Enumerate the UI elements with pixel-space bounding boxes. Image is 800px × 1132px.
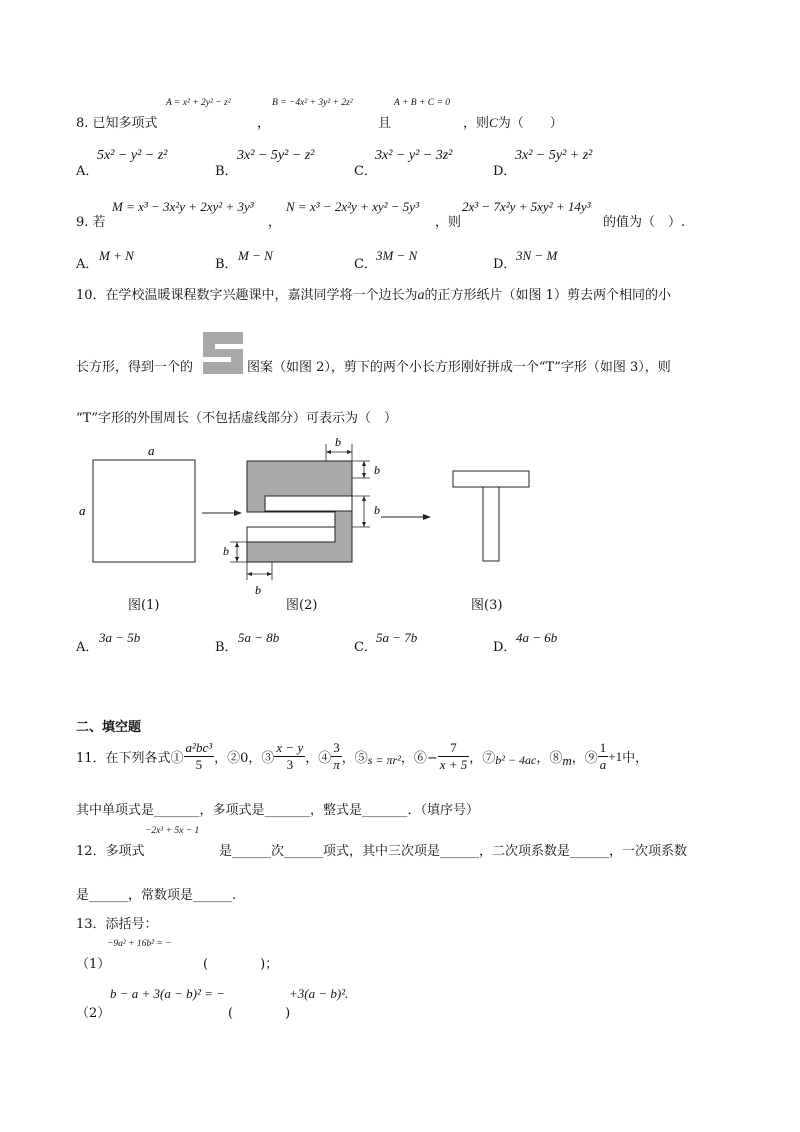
q8-option-a-expr: 5x² − y² − z² — [97, 148, 168, 163]
q9-option-d-expr: 3N − M — [516, 248, 558, 263]
q8-text3: 为（ ） — [497, 116, 563, 131]
q13-part2-paren: ( ) — [228, 1006, 291, 1021]
fig2-label-b-bottom: b — [255, 583, 261, 597]
q10-option-c-label: C． — [354, 640, 377, 655]
q8-expr-a: A = x² + 2y² − z² — [166, 98, 231, 108]
q9-expr-m: M = x³ − 3x²y + 2xy² + 3y³ — [112, 199, 254, 214]
fig2-label-b-right1: b — [374, 463, 380, 477]
q9-text1: 若 — [92, 215, 106, 230]
q11-expr5: s = πr² — [367, 753, 401, 767]
q13-part1-paren: ( )； — [203, 957, 279, 972]
q11-s5: ，⑤ — [341, 751, 368, 766]
q8-var-c: C — [489, 115, 498, 130]
q11-s8: ，⑧ — [536, 751, 563, 766]
q10-line3: “T”字形的外围周长（不包括虚线部分）可表示为（ ） — [76, 411, 397, 426]
fig1-label-a-left: a — [79, 503, 86, 518]
q11-frac9-den: a — [599, 757, 607, 772]
q11-s2: ，②0，③ — [214, 751, 275, 766]
q9-comma: ， — [268, 215, 282, 230]
q9-text2: 的值为（ ）. — [603, 215, 686, 230]
q10-option-b-label: B． — [215, 640, 238, 655]
q11-frac1-num: a²bc³ — [185, 740, 213, 755]
q10-option-c-expr: 5a − 7b — [376, 630, 418, 645]
q8-text1: 已知多项式 — [92, 116, 158, 131]
q8-option-b-label: B． — [215, 164, 238, 179]
q11-expr8: m — [562, 752, 572, 768]
q13-part2-tail: +3(a − b)². — [289, 986, 349, 1001]
q10-option-a-expr: 3a − 5b — [99, 630, 141, 645]
q8-option-b-expr: 3x² − 5y² − z² — [237, 148, 315, 163]
q11-frac3-num: x − y — [276, 740, 304, 755]
q11-frac3-den: 3 — [286, 757, 294, 772]
q11-line1 — [76, 740, 648, 773]
q11-frac4 — [331, 740, 342, 773]
q11-frac3 — [274, 740, 305, 773]
figure-3-caption: 图(3) — [471, 598, 503, 613]
figure-1-caption: 图(1) — [128, 598, 160, 613]
q13-part1-expr: −9a² + 16b² = − — [107, 939, 172, 949]
q9-comma2: ，则 — [435, 215, 462, 230]
q13-part1-label: （1） — [76, 957, 111, 972]
q11-text1: 11．在下列各式① — [76, 751, 184, 766]
q10-line1b: 的正方形纸片（如图 1）剪去两个相同的小 — [424, 288, 671, 303]
figure-2-caption: 图(2) — [286, 598, 318, 613]
q8-option-d-label: D． — [493, 164, 517, 179]
q9-option-c-expr: 3M − N — [376, 248, 418, 263]
q8-number: 8. — [76, 116, 89, 131]
q10-option-a-label: A． — [76, 640, 99, 655]
q11-end: 中， — [622, 751, 649, 766]
q8-comma1: ， — [257, 116, 271, 131]
figure-3-t-shape — [448, 468, 538, 568]
q12-line2: 是______，常数项是______. — [76, 888, 237, 903]
q9-option-a-expr: M + N — [99, 248, 134, 263]
q11-s4: ，④ — [305, 751, 332, 766]
q11-expr9: +1 — [608, 748, 623, 764]
q8-tail — [463, 112, 563, 131]
q10-line2a: 长方形，得到一个的 — [76, 360, 194, 375]
q8-and: 且 — [378, 116, 392, 131]
q8-option-c-label: C． — [354, 164, 377, 179]
q10-option-b-expr: 5a − 8b — [238, 630, 280, 645]
q8-option-c-expr: 3x² − y² − 3z² — [375, 148, 453, 163]
q8-condition: A + B + C = 0 — [394, 98, 451, 108]
q9-option-a-label: A． — [76, 257, 99, 272]
q11-s7: ，⑦ — [469, 751, 496, 766]
q9-expr3: 2x³ − 7x²y + 5xy² + 14y³ — [462, 199, 591, 214]
fig2-label-b-top: b — [335, 435, 341, 449]
q11-frac4-num: 3 — [331, 740, 342, 757]
q11-frac6-den: x + 5 — [439, 757, 468, 772]
q10-line2b: 图案（如图 2），剪下的两个小长方形刚好拼成一个“T”字形（如图 3），则 — [247, 360, 671, 375]
q11-frac9 — [598, 740, 609, 773]
q12-text2: 是______次______项式，其中三次项是______，二次项系数是______，一次项系数 — [219, 844, 688, 859]
q11-s9: ，⑨ — [571, 751, 598, 766]
q10-var-a: a — [417, 288, 425, 303]
inline-s-shape-image — [203, 332, 243, 374]
q8-text2: ，则 — [463, 116, 490, 131]
q9-option-d-label: D． — [493, 257, 517, 272]
q13-part2-label: （2） — [76, 1006, 111, 1021]
q11-frac9-num: 1 — [599, 740, 607, 755]
q11-line2: 其中单项式是_______，多项式是_______，整式是_______．（填序号） — [76, 803, 480, 818]
q11-s6: ，⑥− — [400, 751, 438, 766]
q11-frac1-den: 5 — [195, 757, 203, 772]
figure-2-s-shape — [218, 432, 438, 602]
section-title: 二、填空题 — [76, 720, 142, 735]
q11-frac4-den: π — [333, 757, 340, 772]
q8-expr-b: B = −4x² + 3y² + 2z² — [272, 98, 353, 108]
q13-title: 13．添括号： — [76, 917, 158, 932]
q10-line1a: 10．在学校温暖课程数字兴趣课中，嘉淇同学将一个边长为 — [76, 288, 418, 303]
fig2-label-b-right2: b — [374, 503, 380, 517]
q10-option-d-label: D． — [493, 640, 517, 655]
q8-line — [76, 112, 158, 131]
q10-line1 — [76, 284, 671, 304]
fig2-label-b-left: b — [223, 544, 229, 558]
q9-option-c-label: C． — [354, 257, 377, 272]
q9-option-b-label: B． — [215, 257, 238, 272]
q11-frac6-num: 7 — [438, 740, 470, 757]
q9-expr-n: N = x³ − 2x²y + xy² − 5y³ — [286, 199, 419, 214]
q11-frac6 — [438, 740, 470, 773]
q12-expr: −2x³ + 5x − 1 — [145, 826, 200, 836]
q11-frac1 — [184, 740, 215, 773]
q8-option-a-label: A． — [76, 164, 99, 179]
q13-part2-expr: b − a + 3(a − b)² = − — [110, 986, 225, 1001]
q9-option-b-expr: M − N — [238, 248, 273, 263]
q9-start — [76, 211, 106, 230]
fig1-label-a-top: a — [148, 443, 155, 458]
q10-option-d-expr: 4a − 6b — [516, 630, 558, 645]
q9-number: 9. — [76, 215, 89, 230]
q11-expr7: b² − 4ac — [495, 753, 537, 767]
q12-text1: 12．多项式 — [76, 844, 145, 859]
q8-option-d-expr: 3x² − 5y² + z² — [515, 148, 593, 163]
